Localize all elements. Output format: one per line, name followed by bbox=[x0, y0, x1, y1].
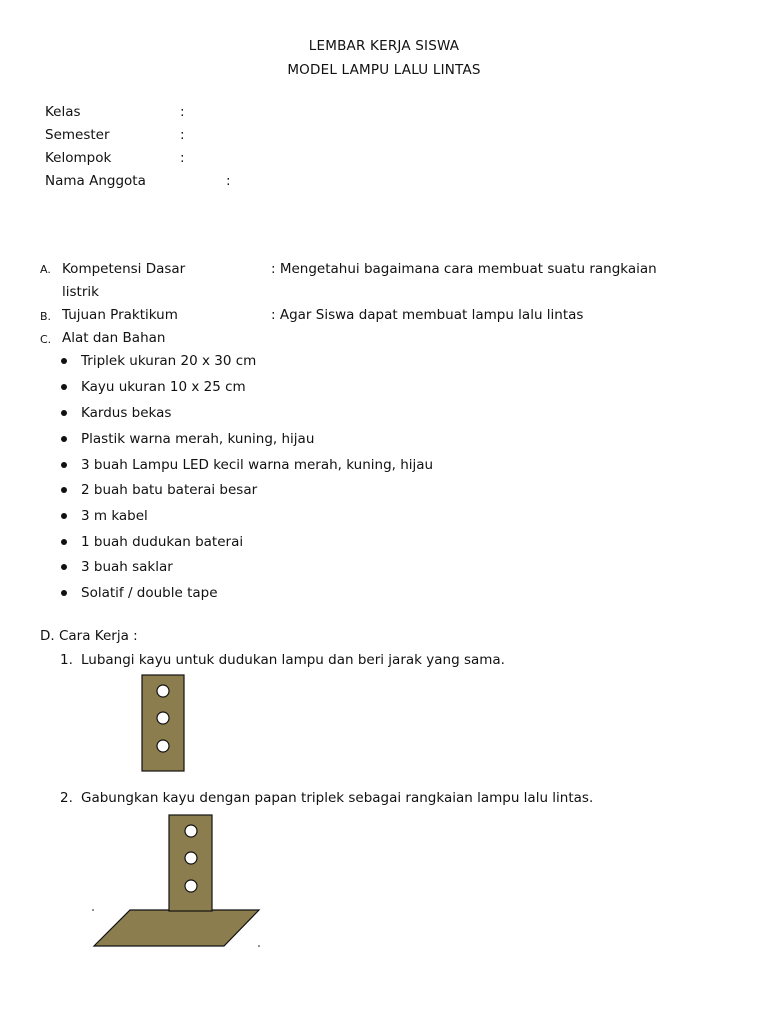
stray-dot bbox=[258, 945, 260, 947]
list-item: 3 buah Lampu LED kecil warna merah, kuning, hijau bbox=[81, 457, 434, 473]
step-number: 2. bbox=[60, 790, 73, 806]
identity-label-kelompok: Kelompok bbox=[45, 150, 112, 166]
list-item: 1 buah dudukan baterai bbox=[81, 534, 244, 550]
document-title-line1: LEMBAR KERJA SISWA bbox=[308, 38, 460, 54]
list-item: Kayu ukuran 10 x 25 cm bbox=[81, 379, 246, 395]
section-b-label: Tujuan Praktikum bbox=[62, 307, 178, 323]
identity-colon-kelompok: : bbox=[180, 150, 185, 166]
section-c-letter: C. bbox=[40, 333, 52, 346]
section-a-value: : Mengetahui bagaimana cara membuat suatu rangkaian bbox=[271, 261, 657, 277]
section-a-letter: A. bbox=[40, 263, 51, 276]
section-a-value-continued: listrik bbox=[62, 284, 99, 300]
lamp-hole-bottom bbox=[185, 880, 197, 892]
step-number: 1. bbox=[60, 652, 73, 668]
identity-label-semester: Semester bbox=[45, 127, 110, 143]
section-b-letter: B. bbox=[40, 310, 52, 323]
section-b-value: : Agar Siswa dapat membuat lampu lalu lintas bbox=[271, 307, 584, 323]
identity-colon-semester: : bbox=[180, 127, 185, 143]
lamp-hole-middle bbox=[185, 852, 197, 864]
list-item: Plastik warna merah, kuning, hijau bbox=[81, 431, 315, 447]
list-item: Solatif / double tape bbox=[81, 585, 218, 601]
section-c-label: Alat dan Bahan bbox=[62, 330, 166, 346]
lamp-hole-top bbox=[185, 825, 197, 837]
identity-colon-nama-anggota: : bbox=[226, 173, 231, 189]
list-item: 3 m kabel bbox=[81, 508, 148, 524]
list-item: Kardus bekas bbox=[81, 405, 172, 421]
document-title-line2: MODEL LAMPU LALU LINTAS bbox=[287, 62, 481, 78]
identity-label-nama-anggota: Nama Anggota bbox=[45, 173, 146, 189]
list-item: Triplek ukuran 20 x 30 cm bbox=[81, 353, 257, 369]
identity-colon-kelas: : bbox=[180, 104, 185, 120]
plywood-base bbox=[94, 910, 259, 946]
section-a-label: Kompetensi Dasar bbox=[62, 261, 186, 277]
list-item: 2 buah batu baterai besar bbox=[81, 482, 258, 498]
step-text: Gabungkan kayu dengan papan triplek sebagai rangkaian lampu lalu lintas. bbox=[81, 790, 594, 806]
section-d-label: D. Cara Kerja : bbox=[40, 628, 138, 644]
list-item: 3 buah saklar bbox=[81, 559, 173, 575]
step-text: Lubangi kayu untuk dudukan lampu dan beri jarak yang sama. bbox=[81, 652, 505, 668]
stray-dot bbox=[92, 909, 94, 911]
identity-label-kelas: Kelas bbox=[45, 104, 81, 120]
